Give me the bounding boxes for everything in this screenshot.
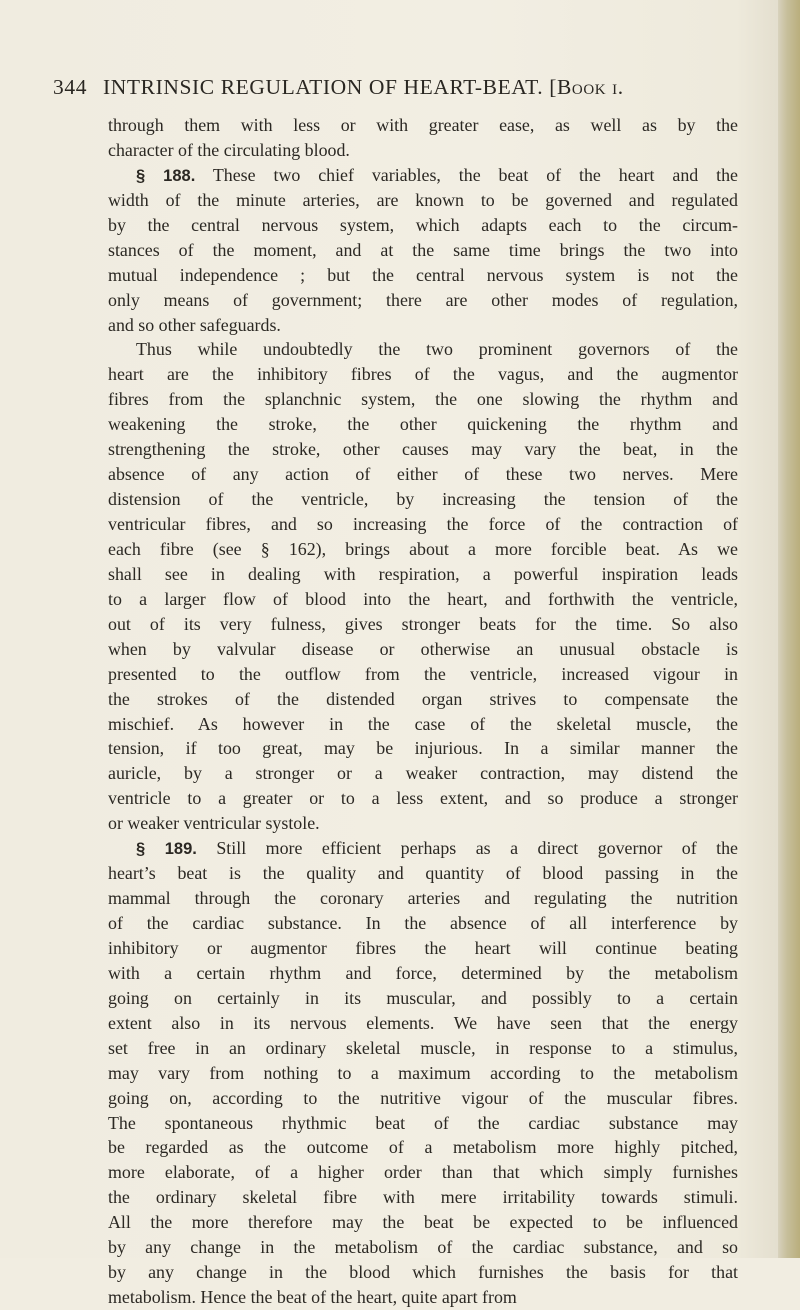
- text-line: mischief. As however in the case of the skeletal muscle, the: [108, 713, 738, 734]
- text-line: weakening the stroke, the other quickening the rhythm and: [108, 414, 738, 435]
- text-line: the strokes of the distended organ strives to compensate the: [108, 688, 738, 709]
- text-line: All the more therefore may the beat be expected to be influenced: [108, 1212, 738, 1233]
- text-line: stances of the moment, and at the same time brings the two into: [108, 239, 738, 260]
- text-line: inhibitory or augmentor fibres the heart will continue beating: [108, 937, 738, 958]
- text-line: and so other safeguards.: [108, 314, 281, 335]
- text-line: The spontaneous rhythmic beat of the cardiac substance may: [108, 1112, 738, 1133]
- text-line: mutual independence ; but the central nervous system is not the: [108, 264, 738, 285]
- text-line: distension of the ventricle, by increasing the tension of the: [108, 489, 738, 510]
- text-line: by any change in the metabolism of the cardiac substance, and so: [108, 1237, 738, 1258]
- text-line: or weaker ventricular systole.: [108, 813, 320, 834]
- section-number: § 189.: [136, 840, 197, 859]
- text-line: by any change in the blood which furnishes the basis for that: [108, 1262, 738, 1283]
- text-line: fibres from the splanchnic system, the one slowing the rhythm and: [108, 389, 738, 410]
- page-number: 344: [53, 75, 88, 99]
- text-line: strengthening the stroke, other causes may vary the beat, in the: [108, 439, 738, 460]
- text-line: character of the circulating blood.: [108, 139, 350, 160]
- text-line: tension, if too great, may be injurious. In a similar manner the: [108, 738, 738, 759]
- text-line: the ordinary skeletal fibre with mere irritability towards stimuli.: [108, 1187, 738, 1208]
- section-number: § 188.: [136, 166, 196, 185]
- text-line: by the central nervous system, which adapts each to the circum-: [108, 214, 738, 235]
- text-line: set free in an ordinary skeletal muscle, in response to a stimulus,: [108, 1037, 738, 1058]
- body-text: [108, 113, 738, 1310]
- text-line: heart’s beat is the quality and quantity of blood passing in the: [108, 863, 738, 884]
- text-line: metabolism. Hence the beat of the heart, quite apart from: [108, 1287, 517, 1308]
- text-line: be regarded as the outcome of a metabolism more highly pitched,: [108, 1137, 738, 1158]
- text-line: may vary from nothing to a maximum according to the metabolism: [108, 1062, 738, 1083]
- text-line: of the cardiac substance. In the absence of all interference by: [108, 913, 738, 933]
- text-line: to a larger flow of blood into the heart, and forthwith the ventricle,: [108, 588, 738, 609]
- text-line: through them with less or with greater ease, as well as by the: [108, 115, 738, 135]
- text-line: each fibre (see § 162), brings about a more forcible beat. As we: [108, 538, 738, 559]
- text-line: shall see in dealing with respiration, a powerful inspiration leads: [108, 563, 738, 584]
- text-line: going on certainly in its muscular, and possibly to a certain: [108, 987, 738, 1008]
- text-line: § 189. Still more efficient perhaps as a direct governor of the: [136, 838, 738, 859]
- page-edge-shadow: [778, 0, 800, 1258]
- text-line: more elaborate, of a higher order than that which simply furnishes: [108, 1162, 738, 1183]
- text-line: only means of government; there are other modes of regulation,: [108, 289, 738, 310]
- running-title: INTRINSIC REGULATION OF HEART-BEAT.: [103, 75, 544, 99]
- text-line: when by valvular disease or otherwise an unusual obstacle is: [108, 638, 738, 659]
- text-line: width of the minute arteries, are known to be governed and regulated: [108, 189, 738, 210]
- running-head: [53, 75, 743, 100]
- text-line: ventricular fibres, and so increasing the force of the contraction of: [108, 514, 738, 534]
- text-line: absence of any action of either of these two nerves. Mere: [108, 464, 738, 485]
- text-line: heart are the inhibitory fibres of the vagus, and the augmentor: [108, 364, 738, 385]
- text-line: extent also in its nervous elements. We have seen that the energy: [108, 1012, 738, 1033]
- text-line: Thus while undoubtedly the two prominent governors of the: [136, 339, 738, 360]
- text-line: presented to the outflow from the ventricle, increased vigour in: [108, 663, 738, 684]
- text-line: out of its very fulness, gives stronger beats for the time. So also: [108, 613, 738, 634]
- book-label: [Book i.: [549, 75, 624, 99]
- text-line: ventricle to a greater or to a less extent, and so produce a stronger: [108, 788, 738, 809]
- text-line: auricle, by a stronger or a weaker contraction, may distend the: [108, 763, 738, 784]
- text-line: with a certain rhythm and force, determined by the metabolism: [108, 962, 738, 983]
- text-line: mammal through the coronary arteries and regulating the nutrition: [108, 888, 738, 909]
- text-line: § 188. These two chief variables, the beat of the heart and the: [136, 164, 738, 185]
- text-line: going on, according to the nutritive vigour of the muscular fibres.: [108, 1087, 738, 1108]
